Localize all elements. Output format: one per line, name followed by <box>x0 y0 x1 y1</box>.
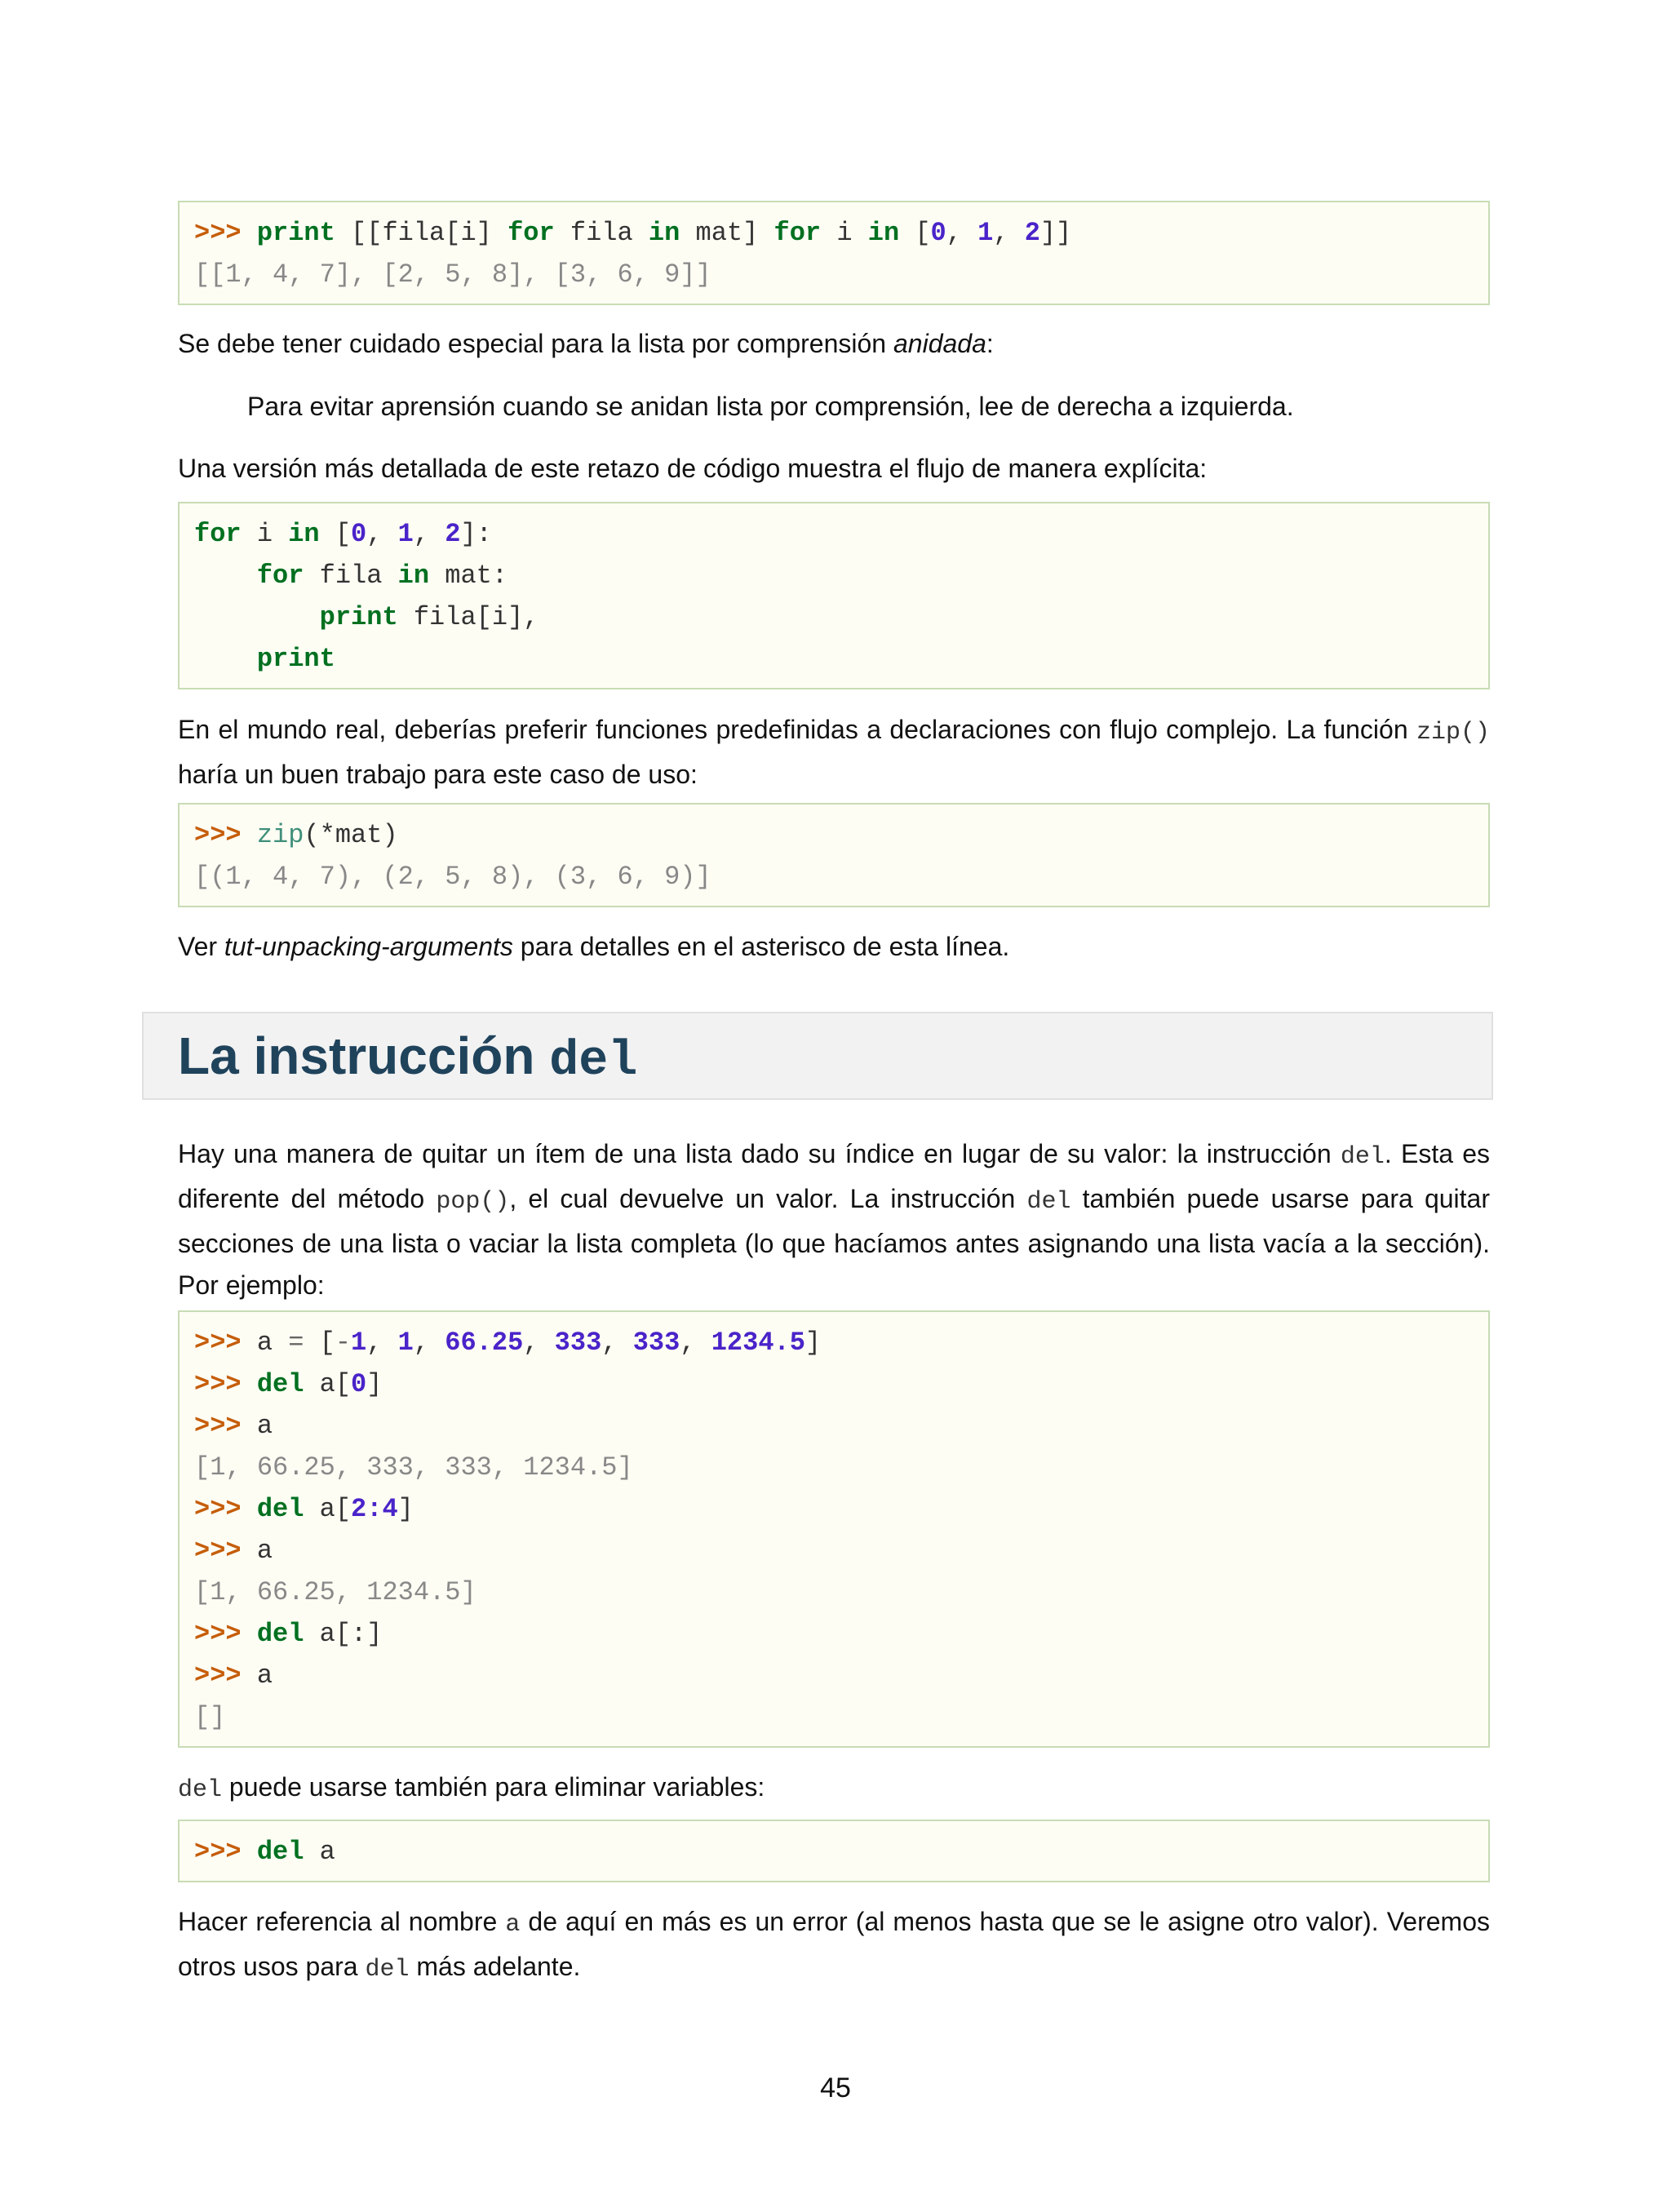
paragraph-zip <box>178 709 1490 796</box>
code-builtin: zip <box>256 820 304 850</box>
code-line <box>194 814 1475 856</box>
code-output: [1, 66.25, 333, 333, 1234.5] <box>194 1452 633 1483</box>
code-keyword: for <box>508 218 555 248</box>
code-text: a <box>241 1660 273 1691</box>
code-keyword: for <box>773 218 822 248</box>
code-text: i <box>821 218 868 248</box>
code-text: fila <box>304 561 398 591</box>
paragraph-text: también puede usarse para quitar secciones de una lista o vaciar la lista completa (lo que hacíamos antes asignando una lista vacía a la sección). Por ejemplo: <box>178 1184 1491 1300</box>
code-text: i <box>241 519 289 549</box>
code-text: , <box>366 1328 398 1358</box>
code-line <box>194 1530 1475 1571</box>
code-text: ] <box>366 1369 383 1399</box>
code-prompt: >>> <box>194 1494 242 1524</box>
code-keyword: in <box>648 218 680 248</box>
code-prompt: >>> <box>194 1837 242 1867</box>
code-operator: - <box>335 1328 352 1358</box>
paragraph-del-variables <box>178 1766 1490 1811</box>
code-number: 1 <box>977 218 994 248</box>
code-keyword: for <box>256 561 304 591</box>
emphasis-link-text: tut-unpacking-arguments <box>224 932 513 961</box>
paragraph-text: para detalles en el asterisco de esta línea. <box>512 932 1010 961</box>
section-title-text: La instrucción <box>178 1026 550 1085</box>
code-number: 66.25 <box>445 1328 524 1358</box>
code-text: [[fila[i] <box>335 218 508 248</box>
code-prompt: >>> <box>194 1660 242 1691</box>
code-keyword: del <box>256 1837 304 1867</box>
code-text: , <box>680 1328 711 1358</box>
code-text: , <box>523 1328 555 1358</box>
paragraph-text: de aquí en más es un error (al menos hasta que se le asigne otro valor). Veremos otros usos para <box>178 1907 1491 1981</box>
code-number: 0 <box>351 1369 367 1399</box>
paragraph-text: Hacer referencia al nombre <box>178 1907 506 1936</box>
code-text: fila <box>554 218 649 248</box>
code-number: 1 <box>397 1328 414 1358</box>
code-line <box>194 555 1475 596</box>
paragraph-nested-warning <box>178 323 1490 365</box>
code-number: 1 <box>351 1328 367 1358</box>
paragraph-text: haría un buen trabajo para este caso de uso: <box>178 760 698 789</box>
code-block-transpose <box>178 201 1490 305</box>
inline-code: pop() <box>436 1188 510 1216</box>
code-line <box>194 638 1475 680</box>
code-keyword: in <box>867 218 900 248</box>
code-text: a[ <box>304 1369 352 1399</box>
code-keyword: in <box>397 561 430 591</box>
code-indent <box>194 602 320 632</box>
code-prompt: >>> <box>194 218 242 248</box>
code-text: (*mat) <box>304 820 398 850</box>
emphasis-text: anidada <box>893 329 986 358</box>
code-line <box>194 513 1475 555</box>
code-indent <box>194 561 257 591</box>
code-text: , <box>413 1328 445 1358</box>
paragraph-text: En el mundo real, deberías preferir funciones predefinidas a declaraciones con flujo complejo. La función <box>178 715 1416 744</box>
code-text: fila[i], <box>397 602 539 632</box>
section-title <box>178 1025 637 1093</box>
code-number: 1 <box>397 519 414 549</box>
code-line <box>194 1655 1475 1696</box>
paragraph-reference-error <box>178 1901 1490 1991</box>
code-line <box>194 1405 1475 1447</box>
code-text: [ <box>319 519 352 549</box>
code-keyword: del <box>256 1369 304 1399</box>
code-text: a[ <box>304 1494 352 1524</box>
code-text: a <box>241 1411 273 1441</box>
code-keyword: for <box>194 519 242 549</box>
code-line <box>194 212 1475 254</box>
code-indent <box>194 644 257 674</box>
paragraph-text: Ver <box>178 932 224 961</box>
code-keyword: print <box>256 644 335 674</box>
paragraph-detailed-version: Una versión más detallada de este retazo de código muestra el flujo de manera explícita: <box>178 454 1208 483</box>
inline-code: a <box>505 1911 521 1939</box>
code-text: mat] <box>680 218 774 248</box>
code-text: a <box>241 1536 273 1566</box>
code-block-zip <box>178 803 1490 907</box>
code-keyword: del <box>256 1494 304 1524</box>
code-line <box>194 1831 1475 1873</box>
code-number: 0 <box>351 519 367 549</box>
code-block-del-variable <box>178 1820 1490 1882</box>
paragraph-text: más adelante. <box>409 1952 581 1981</box>
paragraph-text: : <box>986 329 994 358</box>
code-line <box>194 596 1475 638</box>
code-number: 2 <box>445 519 461 549</box>
code-text: mat: <box>429 561 508 591</box>
code-line <box>194 1363 1475 1405</box>
code-text: [ <box>899 218 931 248</box>
section-heading <box>142 1012 1493 1100</box>
code-block-del-examples <box>178 1310 1490 1748</box>
inline-code: zip() <box>1416 719 1490 747</box>
code-prompt: >>> <box>194 1619 242 1649</box>
code-text: , <box>366 519 398 549</box>
block-quote: Para evitar aprensión cuando se anidan lista por comprensión, lee de derecha a izquierda. <box>247 392 1294 421</box>
code-prompt: >>> <box>194 1369 242 1399</box>
code-text: , <box>993 218 1025 248</box>
inline-code: del <box>1340 1143 1385 1171</box>
code-number: 1234.5 <box>711 1328 805 1358</box>
code-keyword: print <box>256 218 335 248</box>
paragraph-text: Hay una manera de quitar un ítem de una lista dado su índice en lugar de su valor: la instrucción <box>178 1139 1341 1168</box>
page-number: 45 <box>820 2072 851 2103</box>
code-operator: = <box>288 1328 304 1358</box>
code-text: a <box>304 1837 335 1867</box>
code-output: [(1, 4, 7), (2, 5, 8), (3, 6, 9)] <box>194 862 711 892</box>
code-output: [[1, 4, 7], [2, 5, 8], [3, 6, 9]] <box>194 259 711 290</box>
inline-code: del <box>1026 1188 1071 1216</box>
code-line <box>194 1488 1475 1530</box>
code-text: , <box>413 519 445 549</box>
paragraph-del-intro <box>178 1133 1490 1306</box>
code-number: 2 <box>351 1494 367 1524</box>
code-prompt: >>> <box>194 1411 242 1441</box>
paragraph-text: Se debe tener cuidado especial para la lista por comprensión <box>178 329 893 358</box>
inline-code: del <box>178 1776 223 1804</box>
code-number: 4 <box>382 1494 398 1524</box>
code-block-explicit-loop <box>178 502 1490 689</box>
section-title-code: del <box>549 1034 638 1089</box>
code-text: ]: <box>460 519 492 549</box>
code-text: a <box>241 1328 289 1358</box>
code-keyword: print <box>319 602 398 632</box>
code-line <box>194 1322 1475 1363</box>
code-number: 2 <box>1024 218 1040 248</box>
code-output: [1, 66.25, 1234.5] <box>194 1577 476 1607</box>
code-text: ] <box>397 1494 414 1524</box>
code-text: a[:] <box>304 1619 383 1649</box>
code-output: [] <box>194 1702 226 1732</box>
code-number: 333 <box>554 1328 602 1358</box>
code-keyword: del <box>256 1619 304 1649</box>
paragraph-unpacking <box>178 926 1490 968</box>
code-text: , <box>946 218 978 248</box>
code-keyword: in <box>288 519 320 549</box>
code-prompt: >>> <box>194 1328 242 1358</box>
code-text: [ <box>304 1328 335 1358</box>
inline-code: del <box>365 1956 410 1984</box>
code-prompt: >>> <box>194 820 242 850</box>
code-operator: : <box>366 1494 383 1524</box>
code-text: , <box>601 1328 633 1358</box>
paragraph-text: . Esta es diferente del método <box>178 1139 1491 1213</box>
code-text: ]] <box>1039 218 1072 248</box>
code-number: 333 <box>632 1328 680 1358</box>
paragraph-text: , el cual devuelve un valor. La instrucción <box>509 1184 1027 1213</box>
paragraph-text: puede usarse también para eliminar variables: <box>222 1772 765 1802</box>
code-number: 0 <box>930 218 946 248</box>
code-line <box>194 1613 1475 1655</box>
code-text: ] <box>804 1328 822 1358</box>
code-prompt: >>> <box>194 1536 242 1566</box>
